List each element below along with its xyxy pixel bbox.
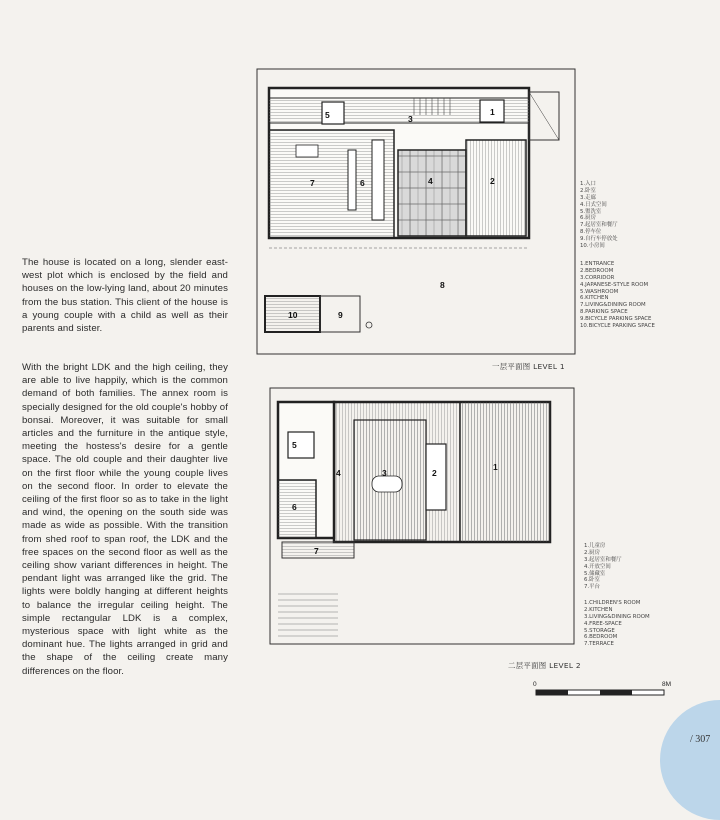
level-1-caption: 一层平面图 LEVEL 1 <box>492 362 565 371</box>
legend-item: 5.储藏室 <box>584 570 606 577</box>
legend-item: 1.ENTRANCE <box>580 261 615 267</box>
legend-item: 10.小房间 <box>580 243 605 250</box>
legend-item: 4.FREE-SPACE <box>584 620 622 627</box>
legend-item: 3.LIVING&DINING ROOM <box>584 613 650 620</box>
legend-item: 7.LIVING&DINING ROOM <box>580 302 646 309</box>
legend-item: 6.卧室 <box>584 577 600 584</box>
legend-item: 1.入口 <box>580 181 596 187</box>
l2-room-2: 2 <box>432 468 437 478</box>
level-2-legend-chinese <box>584 543 622 591</box>
level-2-caption: 二层平面图 LEVEL 2 <box>508 661 581 670</box>
legend-item: 5.盥洗室 <box>580 208 602 215</box>
level-1-legend-english <box>580 261 655 330</box>
level-1-floor-plan <box>250 60 580 360</box>
l1-room-9: 9 <box>338 310 343 320</box>
legend-item: 10.BICYCLE PARKING SPACE <box>580 323 655 330</box>
l1-room-1: 1 <box>490 107 495 117</box>
page-number: / 307 <box>690 734 711 745</box>
l1-room-4: 4 <box>428 176 433 186</box>
legend-item: 6.KITCHEN <box>580 295 609 302</box>
l2-room-4: 4 <box>336 468 341 478</box>
l1-room-6: 6 <box>360 178 365 188</box>
legend-item: 3.起居室和餐厅 <box>584 556 622 563</box>
l1-room-7: 7 <box>310 178 315 188</box>
l1-room-3: 3 <box>408 114 413 124</box>
legend-item: 7.TERRACE <box>584 641 614 648</box>
l2-room-7: 7 <box>314 546 319 556</box>
scale-bar <box>528 676 678 702</box>
level-1-legend-chinese <box>580 181 618 250</box>
scale-end: 8M <box>662 681 672 688</box>
l2-room-3: 3 <box>382 468 387 478</box>
l2-room-5: 5 <box>292 440 297 450</box>
level-2-floor-plan <box>260 380 580 660</box>
legend-item: 7.起居室和餐厅 <box>580 222 618 229</box>
legend-item: 2.KITCHEN <box>584 606 613 613</box>
scale-start: 0 <box>533 681 537 688</box>
l2-room-6: 6 <box>292 502 297 512</box>
legend-item: 3.走廊 <box>580 194 596 201</box>
body-paragraph-2: With the bright LDK and the high ceiling, they are able to live happily, which is the common demand of both families. The annex room is specially designed for the old couple's hobby of bonsai. Moreover, it was suitable for small articles and the furniture in the antique style, meeting the hostess's desire for a gentle space. The old couple and their daughter live on the first floor while the young couple lives on the second floor. In order to elevate the ceiling of the first floor so as to take in the light and wind, the opening on the south side was made as wide as possible. With the transition from shed roof to span roof, the LDK and the free spaces on the second floor as well as the ceiling show variant differences in height. The pendant light was arranged like the grid. The lights were boldly hanging at different heights to balance the irregular ceiling height. The simple rectangular LDK is a complex, mysterious space with light white as the dominant hue. The lights arranged in grid and the shape of the ceiling create many differences on the floor. <box>22 362 228 677</box>
l1-room-2: 2 <box>490 176 495 186</box>
legend-item: 9.自行车停放处 <box>580 236 618 243</box>
legend-item: 1.儿童房 <box>584 543 606 549</box>
legend-item: 2.厨房 <box>584 549 600 556</box>
body-paragraph-1: The house is located on a long, slender east-west plot which is enclosed by the field and houses on the low-lying land, about 20 minutes from the bus station. This client of the house is a young couple with a child as well as their parents and sister. <box>22 257 228 335</box>
l1-room-8: 8 <box>440 280 445 290</box>
legend-item: 8.PARKING SPACE <box>580 309 628 316</box>
legend-item: 2.卧室 <box>580 187 596 194</box>
legend-item: 7.平台 <box>584 584 600 591</box>
legend-item: 6.厨房 <box>580 215 596 222</box>
legend-item: 5.WASHROOM <box>580 288 619 295</box>
legend-item: 5.STORAGE <box>584 627 615 634</box>
legend-item: 4.JAPANESE-STYLE ROOM <box>580 281 649 288</box>
legend-item: 1.CHILDREN'S ROOM <box>584 600 641 606</box>
legend-item: 2.BEDROOM <box>580 267 614 274</box>
l1-room-5: 5 <box>325 110 330 120</box>
l2-room-1: 1 <box>493 462 498 472</box>
page-corner-decoration <box>660 700 720 820</box>
legend-item: 4.开放空间 <box>584 563 611 570</box>
legend-item: 6.BEDROOM <box>584 634 618 641</box>
level-2-legend-english <box>584 600 650 648</box>
legend-item: 4.日式空间 <box>580 201 607 208</box>
legend-item: 8.停车位 <box>580 229 602 236</box>
l1-room-10: 10 <box>288 310 298 320</box>
legend-item: 3.CORRIDOR <box>580 274 615 281</box>
legend-item: 9.BICYCLE PARKING SPACE <box>580 316 652 323</box>
